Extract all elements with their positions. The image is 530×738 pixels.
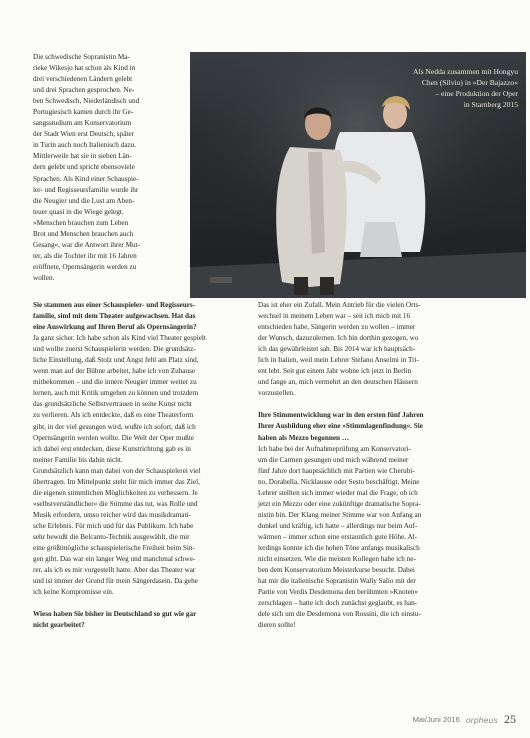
interview-question: Sie stammen aus einer Schauspieler- und Regisseurs- familie, sind mit dem Theater aufgewachsen. Hat das eine Auswirkung auf Ihren Beruf als Opernsängerin?: [33, 301, 197, 332]
article-column-left: [33, 300, 249, 631]
photo-caption: Als Nedda zusammen mit Hongyu Chen (Silvio) in »Der Bajazzo« – eine Produktion der Oper in Starnberg 2015: [412, 67, 518, 109]
stage-photo: [190, 52, 526, 298]
interview-question: Ihre Stimmentwicklung war in den ersten fünf Jahren Ihrer Ausbildung eher eine »Stimmlagenfindung«. Sie haben als Mezzo begonnen …: [258, 411, 424, 442]
interview-answer: Ja ganz sicher. Ich habe schon als Kind viel Theater gespielt und wollte zuerst Schauspielerin werden. Die grundsätz- liche Einstellung, daß Stolz und Angst fehl am Platz sind, wenn man auf der Bühne arbeitet, habe ich von Zuhause mitbekommen – und die innere Neugier immer weiter zu lernen, auch mit Kritik umgehen zu können und trotzdem das grundsätzliche Selbstvertrauen in seine Kunst nicht zu verlieren. Als ich entdeckte, daß es eine Theaterform gibt, in der viel gesungen wird, wußte ich sofort, daß ich Opernsängerin werden wollte. Die Welt der Oper mußte ich dabei erst entdecken, diese Kunstrichtung gab es in meiner Familie bis dahin nicht.: [33, 334, 206, 464]
interview-answer: Das ist eher ein Zufall. Mein Antrieb für die vielen Orts- wechsel in meinem Leben war – seit ich mich mit 16 entschieden habe, Sängerin werden zu wollen – immer der Wunsch, dazuzulernen. Ich bin dorthin gezogen, wo ich das gewährleistet sah. Bis 2014 war ich hauptsäch- lich in Italien, weil mein Lehrer Stefano Anselmi in Tri- ent lebt. Seit gut einem Jahr wohne ich jetzt in Berlin und fange an, mich vermehrt an den deutschen Häusern vorzustellen.: [258, 301, 421, 398]
interview-question: Wieso haben Sie bisher in Deutschland so gut wie gar nicht gearbeitet?: [33, 610, 197, 630]
page-footer: [413, 712, 516, 727]
interview-answer: Ich habe bei der Aufnahmeprüfung am Konservatori- um die Carmen gesungen und mich während meiner fünf Jahre dort hauptsächlich mit Partien wie Cherubi- no, Dorabella, Nicklausse oder Sesto beschäftigt. Meine Lehrer stellten sich immer wieder mal die Frage, ob ich jetzt ein Mezzo oder eine zukünftige dramatische Sopra- nistin bin. Der Klang meiner Stimme war von Anfang an dunkel und kräftig, ich hatte – allerdings nur beim Auf- wärmen – immer schon eine erstaunlich gute Höhe. Al- lerdings konnte ich die hohen Töne anfangs musikalisch nicht einsetzen. Wie die meisten Kollegen habe ich ne- ben dem Konservatorium Meisterkurse besucht. Dabei hat mir die italienische Sopranistin Wally Salio mit der Partie von Verdis Desdemona den berühmten »Knoten« zerschlagen – hatte ich doch zunächst geglaubt, es han- dele sich um die Desdemona von Rossini, die ich einstu- dieren sollte!: [258, 444, 422, 630]
issue-date: Mai/Juni 2016: [412, 715, 460, 724]
page-number: 25: [504, 712, 516, 726]
intro-paragraph: Die schwedische Sopranistin Ma- rieke Wikesjo hat schon als Kind in drei verschiedenen Ländern gelebt und drei Sprachen gesprochen. Ne- ben Schwedisch, Niederländisch und Portugiesisch kamen durch ihr Ge- sangsstudium am Konservatorium der Stadt Wien erst Deutsch, später in Turin auch noch Italienisch dazu. Mittlerweile hat sie in sieben Län- dern gelebt und spricht ebensoviele Sprachen. Als Kind einer Schauspie- ler- und Regisseursfamilie wurde ihr die Neugier und die Lust am Aben- teuer quasi in die Wiege gelegt. »Menschen brauchen zum Leben Brot und Menschen brauchen auch Gesang«, war die Antwort ihrer Mut- ter, als die Tochter ihr mit 16 Jahren eröffnete, Opernsängerin werden zu wollen.: [33, 53, 140, 282]
magazine-logo: orpheus: [465, 714, 498, 725]
article-column-right: [258, 300, 498, 631]
interview-answer-continued: Grundsätzlich kann man dabei von der Schauspielerei viel übertragen. Im Mittelpunkt steht für mich immer das Ziel, die eigenen stimmlichen Möglichkeiten zu verbessern. Je »selbstverständlicher« die Stimme das tut, was Rolle und Musik erfordern, umso reicher wird das musikdramati- sche Erlebnis. Für mich und für das Publikum. Ich habe sehr bewußt die Belcanto-Technik ausgewählt, die mir eine größtmögliche schauspielerische Freiheit beim Sin- gen gibt. Das war ein langer Weg und manchmal schwe- rer, als ich es mir vorgestellt hatte. Aber das Theater war und ist immer der Grund für mein Sängerdasein. Da gehe ich keine Kompromisse ein.: [33, 466, 201, 597]
